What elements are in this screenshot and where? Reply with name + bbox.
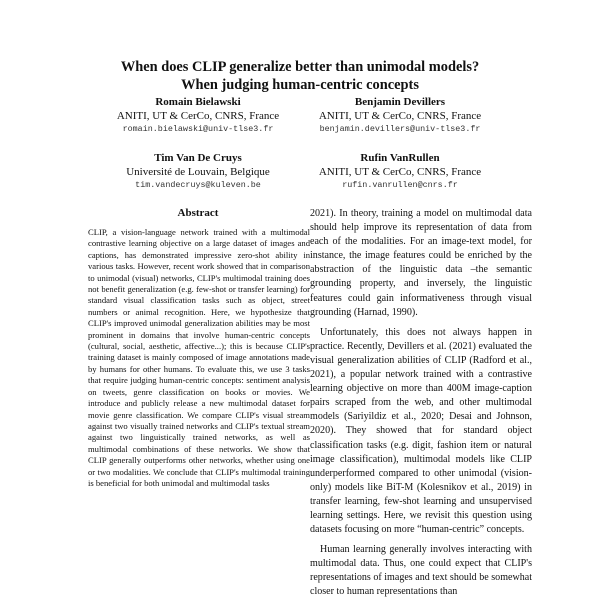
author-affiliation: Université de Louvain, Belgique (126, 166, 270, 178)
author-email: romain.bielawski@univ-tlse3.fr (122, 124, 274, 134)
author-email: tim.vandecruys@kuleven.be (135, 180, 261, 190)
author-block-3 (88, 152, 308, 191)
author-affiliation: ANITI, UT & CerCo, CNRS, France (318, 166, 482, 178)
body-paragraph: 2021). In theory, training a model on multimodal data should help improve its representation of data from each of the modalities. For an image-text model, for instance, the image features could be enriched by the abstraction of the linguistic data –the semantic grounding property, and inversely, the linguistic features could gain informativeness through visual grounding (Harnad, 1990). (310, 208, 532, 318)
abstract-text: CLIP, a vision-language network trained with a multimodal contrastive learning objective on a large dataset of images and captions, has demonstrated impressive zero-shot ability in various tasks. However, recent work showed that in comparison to unimodal (visual) networks, CLIP's multimodal training does not benefit generalization (e.g. few-shot or transfer learning) for standard visual classification tasks such as object, street numbers or animal recognition. Here, we hypothesize that CLIP's improved unimodal generalization abilities may be most prominent in domains that involve human-centric concepts (cultural, social, aesthetic, affective...); this is because CLIP's training dataset is mainly composed of image annotations made by humans for other humans. To evaluate this, we use 3 tasks that require judging human-centric concepts: sentiment analysis on tweets, genre classification on books or movies. We introduce and publicly release a new multimodal dataset for movie genre classification. We compare CLIP's visual stream against two visually trained networks and CLIP's textual stream against two linguistically trained networks, as well as multimodal combinations of these networks. We show that CLIP generally outperforms other networks, whether using one or two modalities. We conclude that CLIP's multimodal training is beneficial for both unimodal and multimodal tasks (88, 227, 310, 488)
author-block-2 (290, 96, 510, 135)
author-name: Tim Van De Cruys (154, 152, 242, 164)
author-name: Romain Bielawski (155, 96, 241, 108)
abstract-body (88, 227, 310, 489)
author-affiliation: ANITI, UT & CerCo, CNRS, France (318, 110, 482, 122)
author-affiliation: ANITI, UT & CerCo, CNRS, France (116, 110, 280, 122)
body-paragraph: Human learning generally involves interacting with multimodal data. Thus, one could expect that CLIP's representations of images and text should be somewhat closer to human representations than (310, 544, 532, 598)
body-column-right (310, 207, 532, 606)
paper-title-line-1: When does CLIP generalize better than unimodal models? (120, 59, 480, 75)
body-paragraph: Unfortunately, this does not always happen in practice. Recently, Devillers et al. (2021) evaluated the visual generalization abilities of CLIP (Radford et al., 2021), a popular network trained with a contrastive learning objective on more than 400M image-caption pairs scraped from the web, and other multimodal models (Sariyildiz et al., 2020; Desai and Johnson, 2020). They showed that for standard object classification tasks (e.g. digit, fashion item or natural image classification), multimodal models like CLIP underperformed compared to other unimodal (vision-only) models like BiT-M (Kolesnikov et al., 2019) in transfer learning, few-shot learning and unsupervised learning settings. Here, we revisit this question using datasets focusing on more “human-centric” concepts. (310, 326, 532, 536)
author-block-1 (88, 96, 308, 135)
author-email: benjamin.devillers@univ-tlse3.fr (319, 124, 481, 134)
author-name: Rufin VanRullen (360, 152, 440, 164)
abstract-heading: Abstract (177, 207, 219, 219)
paper-title (0, 58, 600, 94)
author-block-4 (290, 152, 510, 191)
author-email: rufin.vanrullen@cnrs.fr (342, 180, 458, 190)
author-name: Benjamin Devillers (354, 96, 446, 108)
paper-title-line-2: When judging human-centric concepts (181, 77, 419, 93)
